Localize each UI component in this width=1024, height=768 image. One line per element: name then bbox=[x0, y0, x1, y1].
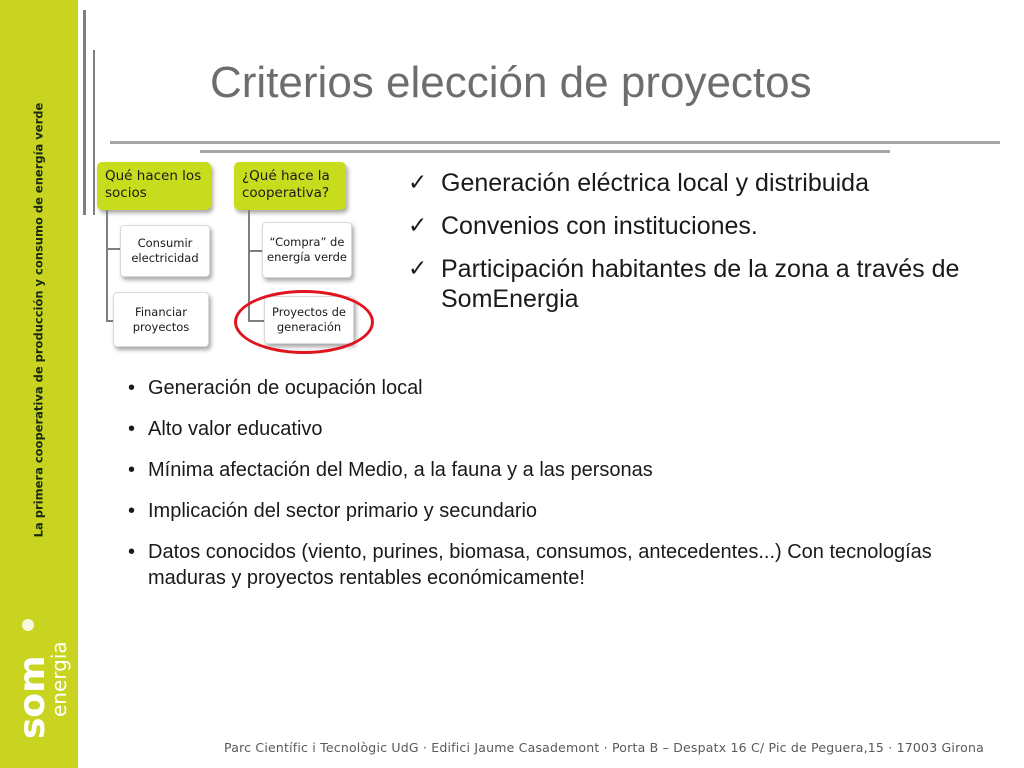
diagram-item-consumir: Consumir electricidad bbox=[120, 225, 210, 277]
diagram-item-compra: “Compra” de energía verde bbox=[262, 222, 352, 278]
bullet-icon: • bbox=[128, 541, 136, 563]
decorative-rule bbox=[110, 141, 1000, 144]
bullet-item: • Generación de ocupación local bbox=[128, 377, 423, 399]
checkmark-icon: ✓ bbox=[408, 170, 428, 196]
sidebar-tagline: La primera cooperativa de producción y consumo de energía verde bbox=[31, 102, 45, 538]
bullet-icon: • bbox=[128, 459, 136, 481]
som-energia-logo bbox=[6, 605, 72, 745]
highlight-circle bbox=[234, 290, 374, 354]
bullet-item: • Datos conocidos (viento, purines, biomasa, consumos, antecedentes...) Con tecnologías maduras y proyectos rentables económicamente! bbox=[128, 541, 932, 589]
svg-text:energia: energia bbox=[47, 641, 71, 717]
check-item: ✓ Generación eléctrica local y distribuida bbox=[408, 169, 869, 197]
bullet-icon: • bbox=[128, 500, 136, 522]
decorative-rule bbox=[93, 50, 95, 215]
bullet-icon: • bbox=[128, 377, 136, 399]
svg-text:som: som bbox=[12, 655, 53, 739]
decorative-rule bbox=[83, 10, 86, 215]
checkmark-icon: ✓ bbox=[408, 256, 428, 282]
bullet-item: • Implicación del sector primario y secundario bbox=[128, 500, 538, 522]
bullet-item: • Mínima afectación del Medio, a la fauna y a las personas bbox=[128, 459, 653, 481]
decorative-rule bbox=[200, 150, 890, 153]
bullet-item: • Alto valor educativo bbox=[128, 418, 323, 440]
check-item: ✓ Participación habitantes de la zona a través de SomEnergia bbox=[408, 255, 960, 313]
bullet-icon: • bbox=[128, 418, 136, 440]
check-item: ✓ Convenios con instituciones. bbox=[408, 212, 758, 240]
page-title: Criterios elección de proyectos bbox=[210, 58, 812, 107]
diagram-header-cooperativa: ¿Qué hace la cooperativa? bbox=[234, 162, 346, 210]
diagram-item-proyectos: Proyectos de generación bbox=[264, 296, 354, 344]
check-list bbox=[406, 168, 986, 327]
diagram-header-socios: Qué hacen los socios bbox=[97, 162, 211, 210]
footer-address: Parc Científic i Tecnològic UdG · Edifici Jaume Casademont · Porta B – Despatx 16 C/ Pic de Peguera,15 · 17003 Girona bbox=[224, 740, 984, 755]
checkmark-icon: ✓ bbox=[408, 213, 428, 239]
sidebar-band bbox=[0, 0, 78, 768]
bullet-list bbox=[128, 375, 1008, 606]
diagram-item-financiar: Financiar proyectos bbox=[113, 292, 209, 347]
